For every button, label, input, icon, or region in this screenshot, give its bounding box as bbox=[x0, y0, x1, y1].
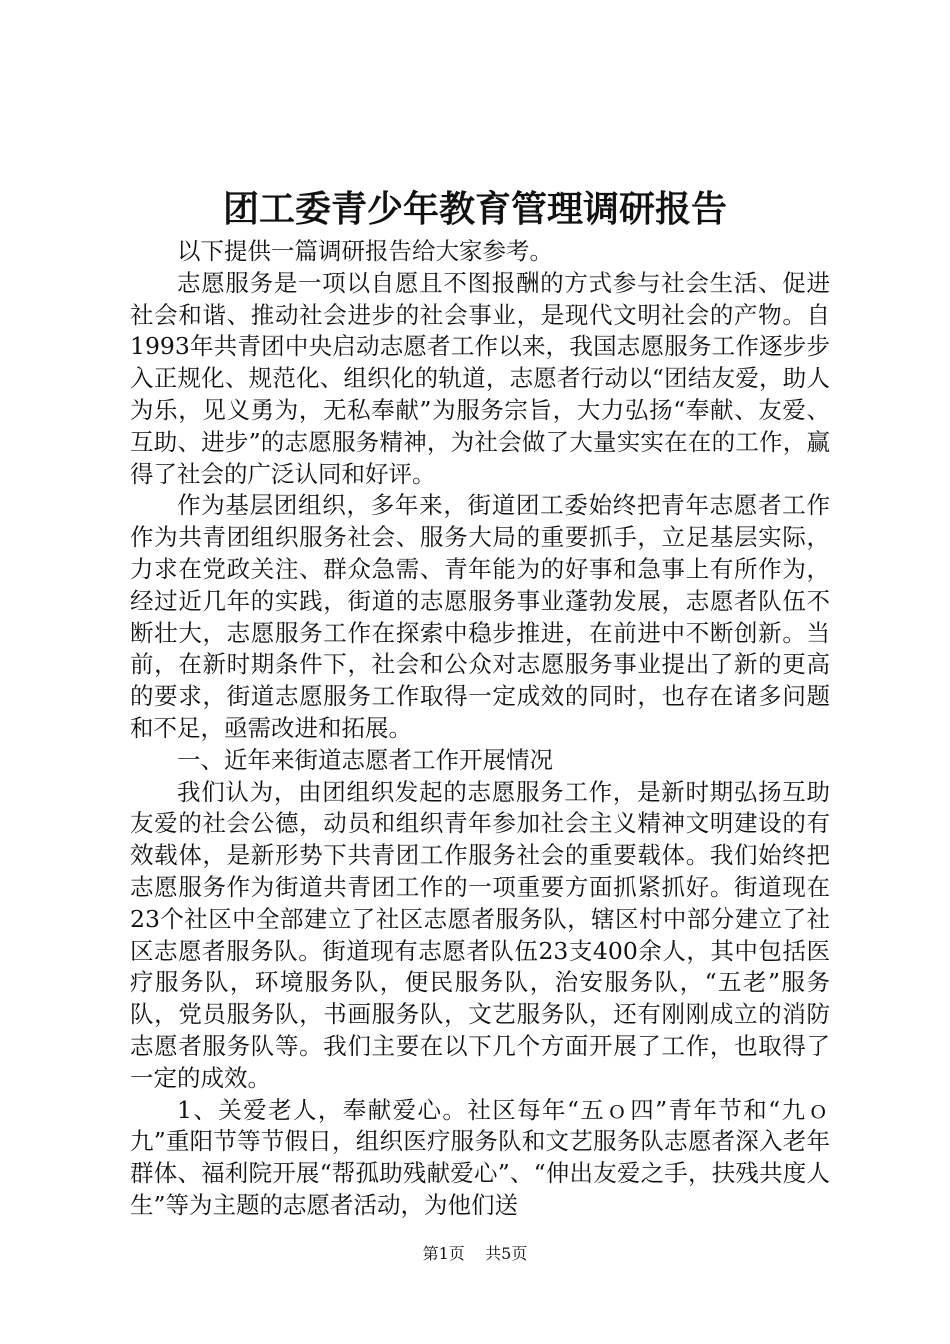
page-number: 第1页 bbox=[422, 1244, 465, 1263]
paragraph-intro: 以下提供一篇调研报告给大家参考。 bbox=[177, 237, 553, 265]
page-total: 共5页 bbox=[485, 1244, 528, 1263]
paragraph: 志愿服务是一项以自愿且不图报酬的方式参与社会生活、促进社会和谐、推动社会进步的社会事业，是现代文明社会的产物。自1993年共青团中央启动志愿者工作以来，我国志愿服务工作逐步步入正规化、规范化、组织化的轨道，志愿者行动以“团结友爱，助人为乐，见义勇为，无私奉献”为服务宗旨，大力弘扬“奉献、友爱、互助、进步”的志愿服务精神，为社会做了大量实实在在的工作，赢得了社会的广泛认同和好评。 bbox=[130, 268, 830, 488]
document-title: 团工委青少年教育管理调研报告 bbox=[222, 188, 727, 230]
section-heading: 一、近年来街道志愿者工作开展情况 bbox=[177, 745, 553, 774]
document-body bbox=[130, 236, 830, 1222]
paragraph: 我们认为，由团组织发起的志愿服务工作，是新时期弘扬互助友爱的社会公德，动员和组织青年参加社会主义精神文明建设的有效载体，是新形势下共青团工作服务社会的重要载体。我们始终把志愿服务作为街道共青团工作的一项重要方面抓紧抓好。街道现在23个社区中全部建立了社区志愿者服务队，辖区村中部分建立了社区志愿者服务队。街道现有志愿者队伍23支400余人，其中包括医疗服务队，环境服务队，便民服务队，治安服务队，“五老”服务队，党员服务队，书画服务队，文艺服务队，还有刚刚成立的消防志愿者服务队等。我们主要在以下几个方面开展了工作，也取得了一定的成效。 bbox=[130, 777, 830, 1092]
page-footer bbox=[0, 1243, 950, 1265]
paragraph: 作为基层团组织，多年来，街道团工委始终把青年志愿者工作作为共青团组织服务社会、服务大局的重要抓手，立足基层实际，力求在党政关注、群众急需、青年能为的好事和急事上有所作为，经过近几年的实践，街道的志愿服务事业蓬勃发展，志愿者队伍不断壮大，志愿服务工作在探索中稳步推进，在前进中不断创新。当前，在新时期条件下，社会和公众对志愿服务事业提出了新的更高的要求，街道志愿服务工作取得一定成效的同时，也存在诸多问题和不足，亟需改进和拓展。 bbox=[130, 491, 830, 742]
paragraph: 1、关爱老人，奉献爱心。社区每年“五ｏ四”青年节和“九ｏ九”重阳节等节假日，组织医疗服务队和文艺服务队志愿者深入老年群体、福利院开展“帮孤助残献爱心”、“伸出友爱之手，扶残共度人生”等为主题的志愿者活动，为他们送 bbox=[130, 1095, 830, 1219]
